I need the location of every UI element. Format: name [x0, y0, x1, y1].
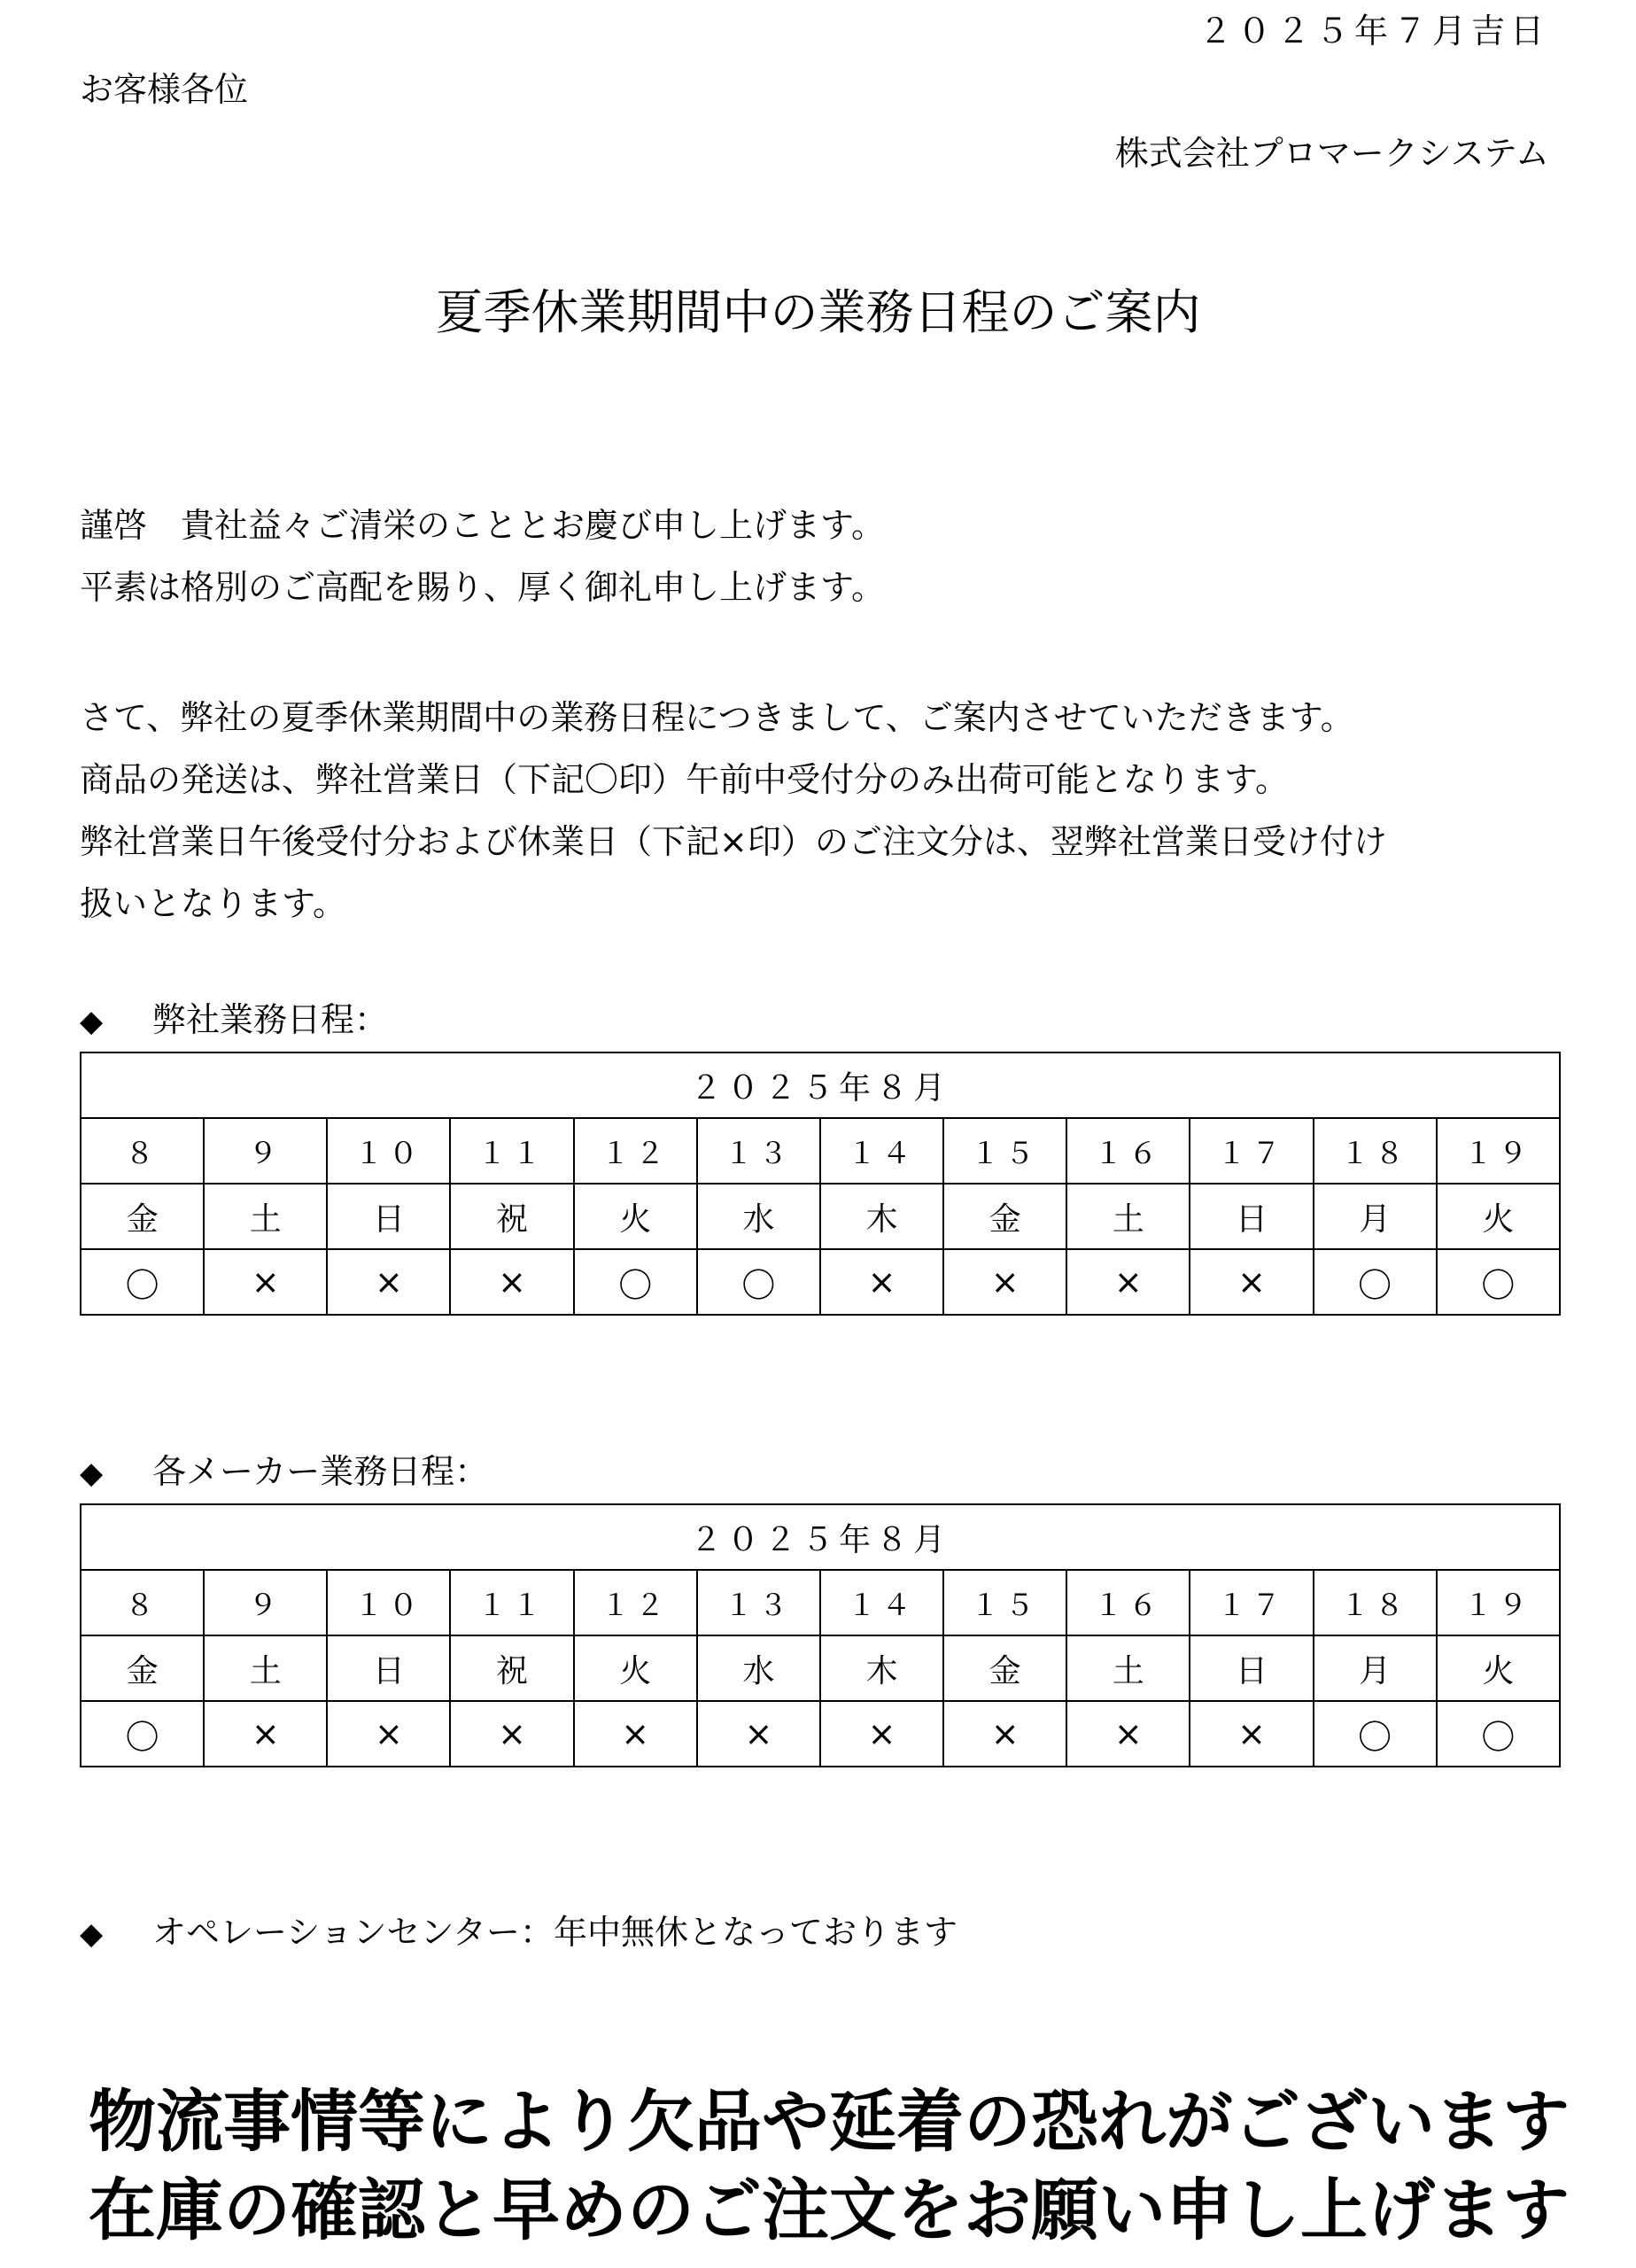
- body-line: さて、弊社の夏季休業期間中の業務日程につきまして、ご案内させていただきます。: [80, 698, 1354, 737]
- month-row: [81, 1504, 1560, 1570]
- day-cell: １５: [943, 1570, 1066, 1635]
- weekday-cell: 日: [327, 1635, 450, 1701]
- status-cell: ×: [1066, 1701, 1190, 1767]
- weekday-row: [81, 1635, 1560, 1701]
- body-paragraph: [80, 687, 1387, 935]
- status-cell: 〇: [1314, 1249, 1437, 1315]
- status-cell: 〇: [574, 1249, 697, 1315]
- status-cell: ×: [204, 1249, 327, 1315]
- day-cell: １７: [1190, 1570, 1313, 1635]
- status-cell: ×: [943, 1701, 1066, 1767]
- diamond-bullet-icon: ◆: [80, 1004, 104, 1039]
- diamond-bullet-icon: ◆: [80, 1456, 104, 1491]
- document-title: 夏季休業期間中の業務日程のご案内: [435, 284, 1201, 340]
- day-cell: ８: [81, 1570, 204, 1635]
- day-cell: １２: [574, 1570, 697, 1635]
- weekday-cell: 日: [1190, 1184, 1313, 1249]
- status-cell: ×: [450, 1701, 573, 1767]
- day-cell: １６: [1066, 1570, 1190, 1635]
- month-row: [81, 1052, 1560, 1118]
- weekday-cell: 祝: [450, 1184, 573, 1249]
- weekday-cell: 火: [1437, 1184, 1560, 1249]
- weekday-cell: 土: [204, 1635, 327, 1701]
- body-line: 扱いとなります。: [80, 884, 346, 923]
- weekday-cell: 金: [943, 1184, 1066, 1249]
- maker-schedule-table: [80, 1503, 1561, 1767]
- day-cell: １８: [1314, 1118, 1437, 1184]
- weekday-cell: 日: [1190, 1635, 1313, 1701]
- status-cell: ×: [204, 1701, 327, 1767]
- body-line: 商品の発送は、弊社営業日（下記〇印）午前中受付分のみ出荷可能となります。: [80, 760, 1289, 799]
- status-cell: ×: [327, 1701, 450, 1767]
- status-cell: ×: [697, 1701, 820, 1767]
- day-cell: １７: [1190, 1118, 1313, 1184]
- weekday-cell: 日: [327, 1184, 450, 1249]
- weekday-cell: 水: [697, 1184, 820, 1249]
- status-cell: ×: [1190, 1701, 1313, 1767]
- day-cell: １５: [943, 1118, 1066, 1184]
- status-cell: ×: [1066, 1249, 1190, 1315]
- weekday-cell: 月: [1314, 1184, 1437, 1249]
- status-cell: ×: [574, 1701, 697, 1767]
- weekday-cell: 土: [204, 1184, 327, 1249]
- day-cell: １３: [697, 1570, 820, 1635]
- weekday-cell: 祝: [450, 1635, 573, 1701]
- weekday-row: [81, 1184, 1560, 1249]
- day-cell: １０: [327, 1118, 450, 1184]
- diamond-bullet-icon: ◆: [80, 1916, 104, 1952]
- weekday-cell: 火: [574, 1635, 697, 1701]
- status-row: [81, 1701, 1560, 1767]
- day-cell: １２: [574, 1118, 697, 1184]
- maker-schedule-heading: [80, 1444, 488, 1493]
- weekday-cell: 火: [1437, 1635, 1560, 1701]
- section-heading-text: 各メーカー業務日程：: [152, 1452, 489, 1491]
- status-cell: ×: [943, 1249, 1066, 1315]
- day-cell: １８: [1314, 1570, 1437, 1635]
- weekday-cell: 金: [81, 1184, 204, 1249]
- day-cell: １４: [820, 1118, 943, 1184]
- weekday-cell: 木: [820, 1635, 943, 1701]
- day-cell: １４: [820, 1570, 943, 1635]
- status-cell: 〇: [81, 1701, 204, 1767]
- notice-line: 在庫の確認と早めのご注文をお願い申し上げます: [89, 2171, 1570, 2249]
- month-cell: ２０２５年８月: [81, 1052, 1560, 1118]
- weekday-cell: 水: [697, 1635, 820, 1701]
- notice-line: 物流事情等により欠品や延着の恐れがございます: [89, 2082, 1570, 2161]
- weekday-cell: 金: [81, 1635, 204, 1701]
- status-cell: 〇: [81, 1249, 204, 1315]
- status-cell: 〇: [1437, 1249, 1560, 1315]
- status-row: [81, 1249, 1560, 1315]
- status-cell: ×: [450, 1249, 573, 1315]
- company-schedule-table: [80, 1052, 1561, 1316]
- status-cell: ×: [820, 1249, 943, 1315]
- section-heading-text: 弊社業務日程：: [152, 1000, 389, 1039]
- day-cell: １１: [450, 1118, 573, 1184]
- day-cell: １９: [1437, 1118, 1560, 1184]
- operation-center-text: オペレーションセンター：年中無休となっております: [152, 1913, 958, 1952]
- company-name: 株式会社プロマークシステム: [1114, 134, 1549, 173]
- day-row: [81, 1570, 1560, 1635]
- status-cell: ×: [327, 1249, 450, 1315]
- addressee: お客様各位: [80, 70, 249, 109]
- logistics-notice: [89, 2078, 1570, 2255]
- status-cell: 〇: [1314, 1701, 1437, 1767]
- greeting-line: 平素は格別のご高配を賜り、厚く御礼申し上げます。: [80, 568, 885, 607]
- status-cell: ×: [820, 1701, 943, 1767]
- status-cell: 〇: [697, 1249, 820, 1315]
- day-cell: １３: [697, 1118, 820, 1184]
- weekday-cell: 金: [943, 1635, 1066, 1701]
- month-cell: ２０２５年８月: [81, 1504, 1560, 1570]
- weekday-cell: 月: [1314, 1635, 1437, 1701]
- greeting-line: 謹啓 貴社益々ご清栄のこととお慶び申し上げます。: [80, 506, 885, 545]
- greeting-paragraph: [80, 494, 885, 618]
- day-cell: １９: [1437, 1570, 1560, 1635]
- company-schedule-heading: [80, 992, 388, 1041]
- day-cell: ９: [204, 1118, 327, 1184]
- day-cell: ８: [81, 1118, 204, 1184]
- day-cell: ９: [204, 1570, 327, 1635]
- document-date: ２０２５年７月吉日: [1198, 12, 1549, 50]
- operation-center-note: [80, 1905, 958, 1953]
- body-line: 弊社営業日午後受付分および休業日（下記×印）のご注文分は、翌弊社営業日受け付け: [80, 822, 1387, 861]
- status-cell: ×: [1190, 1249, 1313, 1315]
- day-cell: １６: [1066, 1118, 1190, 1184]
- day-row: [81, 1118, 1560, 1184]
- status-cell: 〇: [1437, 1701, 1560, 1767]
- weekday-cell: 火: [574, 1184, 697, 1249]
- weekday-cell: 土: [1066, 1635, 1190, 1701]
- day-cell: １０: [327, 1570, 450, 1635]
- weekday-cell: 木: [820, 1184, 943, 1249]
- day-cell: １１: [450, 1570, 573, 1635]
- weekday-cell: 土: [1066, 1184, 1190, 1249]
